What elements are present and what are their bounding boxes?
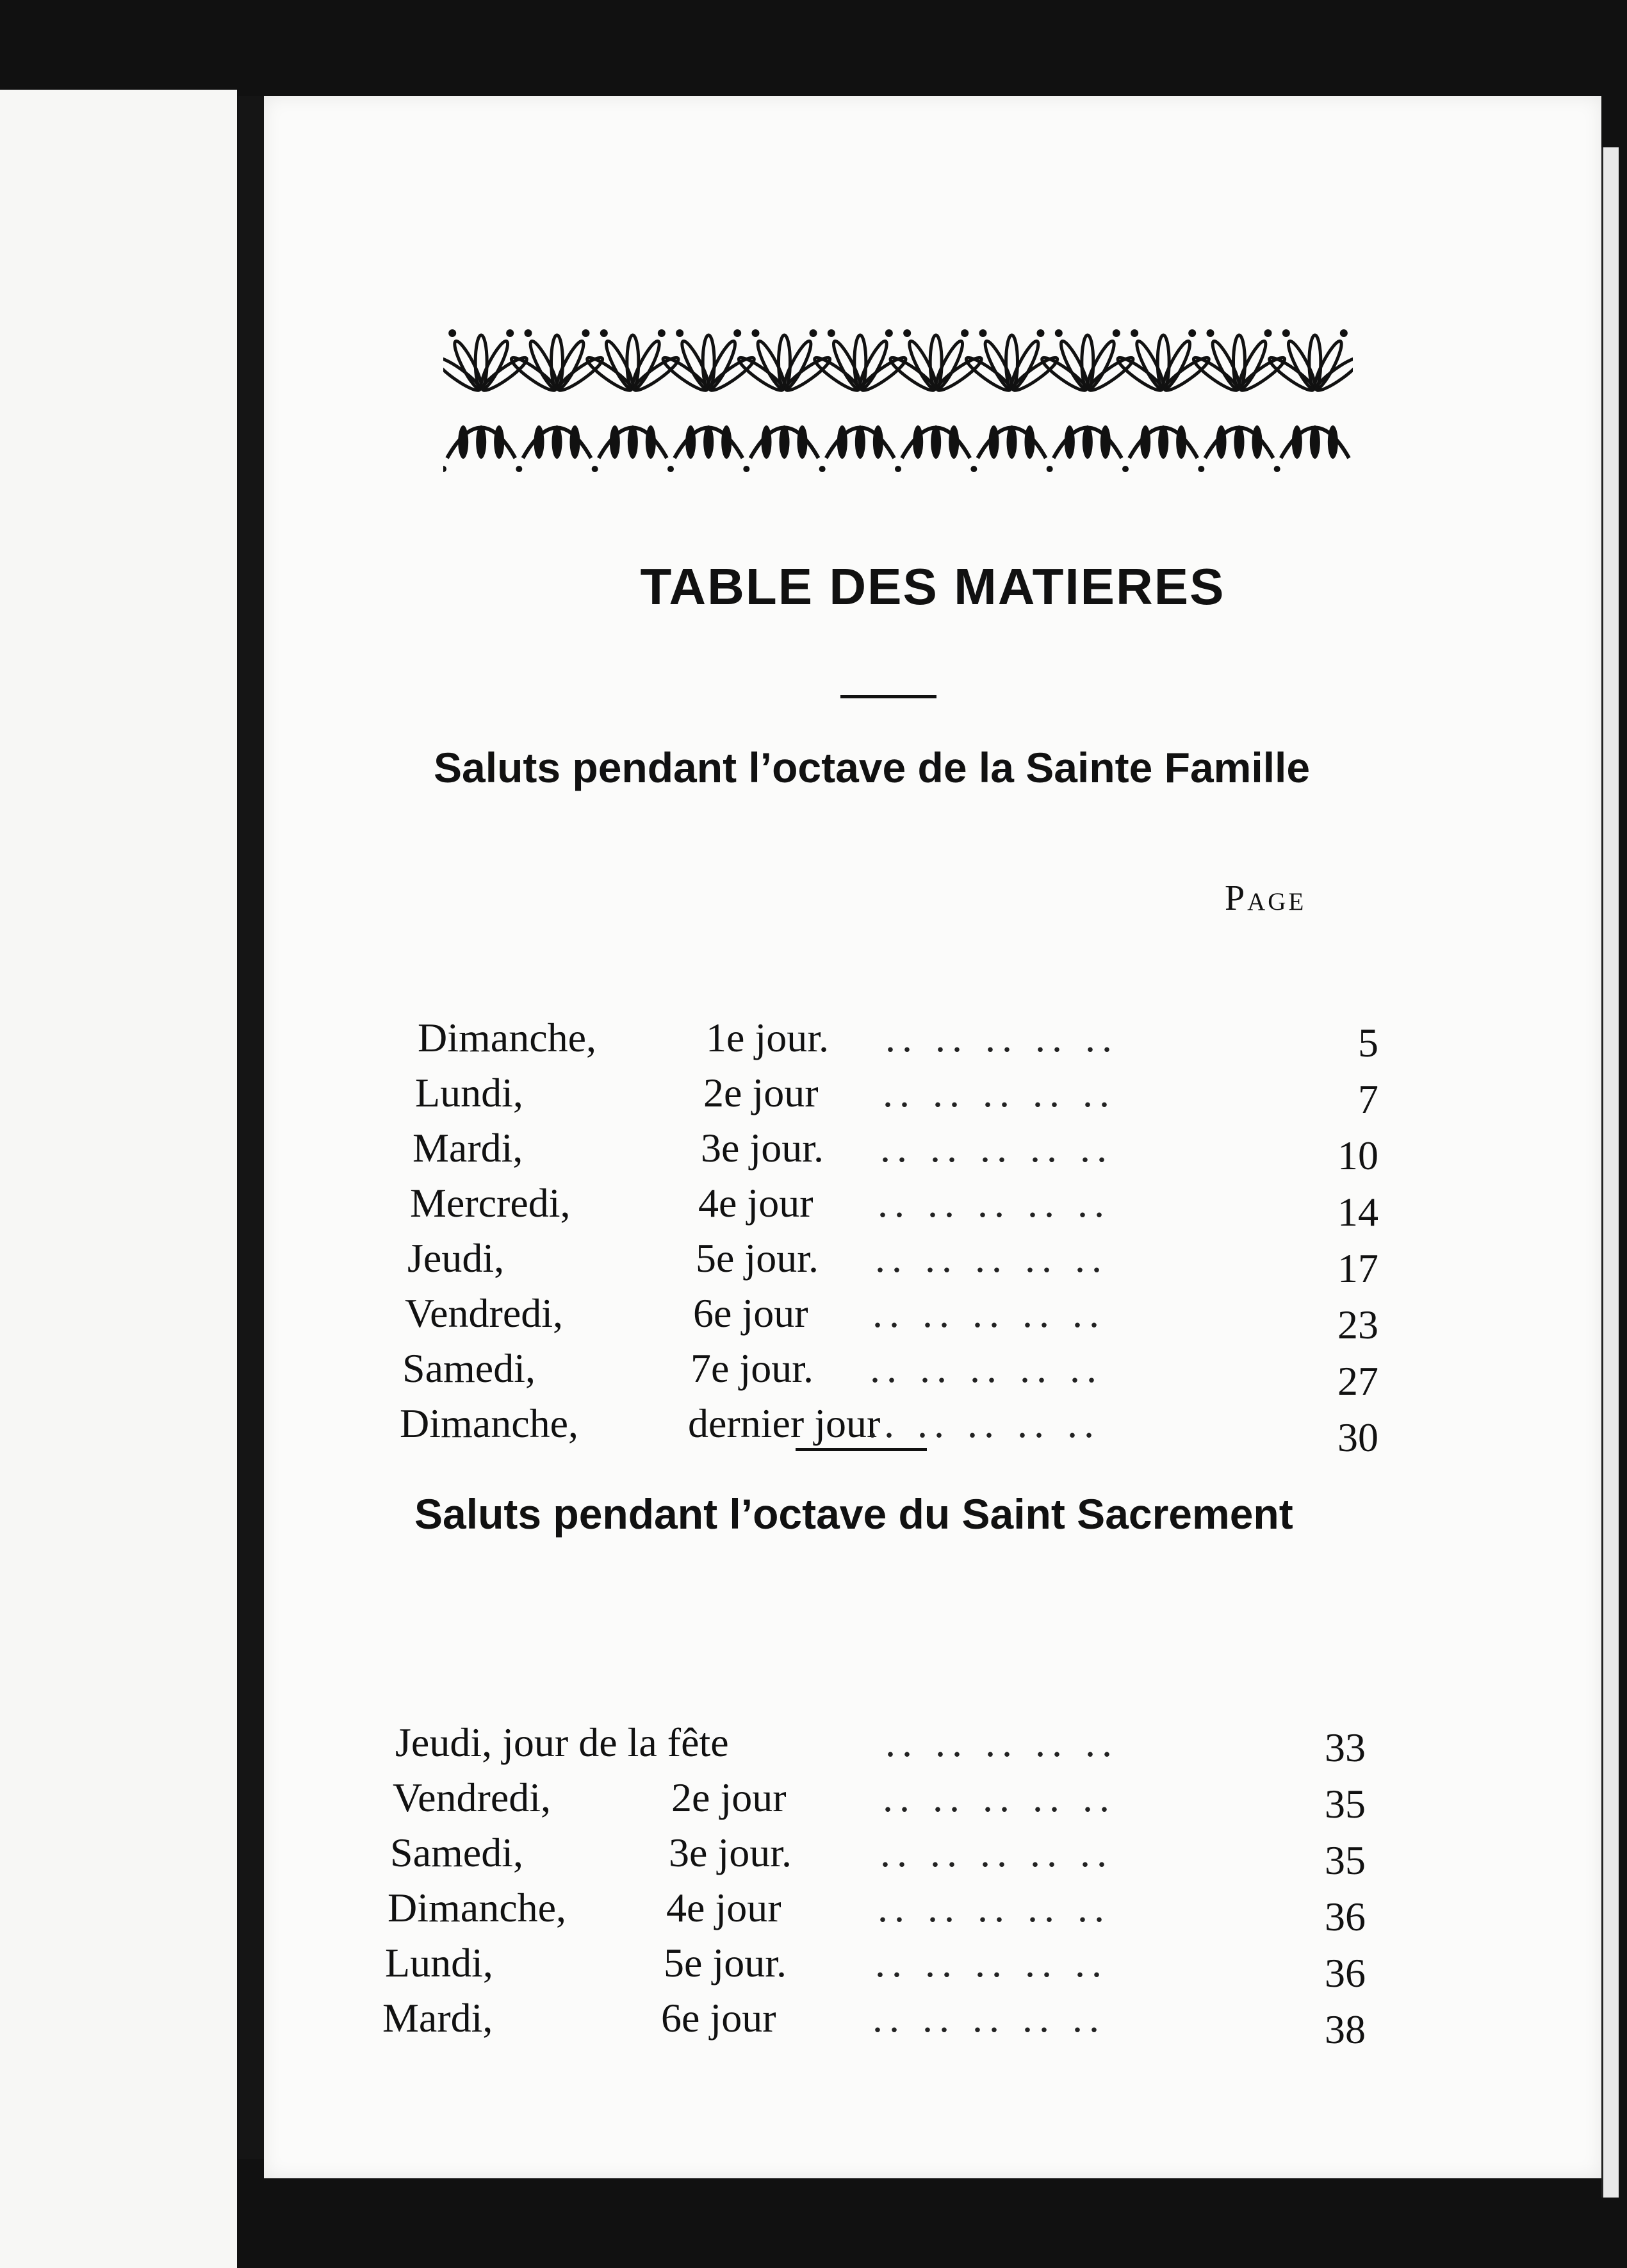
toc-entry-page-number: 35 — [1325, 1837, 1366, 1883]
toc-entry-day-number: 2e jour — [703, 1070, 819, 1115]
leader-dots: .. .. .. .. .. — [883, 1775, 1116, 1820]
toc-entry-day-number: 3e jour. — [701, 1125, 824, 1171]
ornamental-border — [443, 327, 1353, 474]
toc-entry-day: Samedi, — [390, 1830, 523, 1875]
page-edge — [1601, 147, 1619, 2198]
toc-entry-day-number: 5e jour. — [696, 1235, 819, 1281]
page-title: TABLE DES MATIERES — [640, 558, 1225, 615]
toc-entry-day: Lundi, — [415, 1070, 523, 1115]
leader-dots: .. .. .. .. .. — [878, 1180, 1111, 1226]
toc-entry — [413, 1122, 1501, 1178]
toc-entry-page-number: 27 — [1337, 1358, 1378, 1404]
page-column-label: Page — [1225, 878, 1307, 918]
leader-dots: .. .. .. .. .. — [867, 1401, 1100, 1446]
leader-dots: .. .. .. .. .. — [885, 1720, 1118, 1765]
toc-entry-day: Mercredi, — [410, 1180, 571, 1226]
toc-entry-day-number: 6e jour — [661, 1995, 776, 2041]
leader-dots: .. .. .. .. .. — [883, 1070, 1116, 1115]
toc-entry-page-number: 5 — [1358, 1020, 1378, 1065]
toc-entry — [388, 1882, 1476, 1939]
toc-entry-page-number: 14 — [1337, 1189, 1378, 1235]
toc-entry-day: Jeudi, jour de la fête — [395, 1720, 729, 1765]
leader-dots: .. .. .. .. .. — [880, 1830, 1113, 1875]
toc-entry-day: Lundi, — [385, 1940, 493, 1985]
toc-entry-day-number: 3e jour. — [669, 1830, 792, 1875]
toc-entry — [395, 1717, 1484, 1768]
divider-rule — [796, 1448, 927, 1451]
toc-entry-page-number: 36 — [1325, 1894, 1366, 1939]
toc-entry — [382, 1993, 1471, 2052]
toc-entry-day: Jeudi, — [407, 1235, 505, 1281]
toc-entry — [390, 1827, 1479, 1883]
toc-entry-day: Vendredi, — [393, 1775, 552, 1820]
section-heading-saint-sacrement: Saluts pendant l’octave du Saint Sacrement — [414, 1490, 1293, 1538]
toc-entry-day-number: 2e jour — [671, 1775, 787, 1820]
toc-entry-day-number: 6e jour — [693, 1290, 808, 1336]
toc-entry — [410, 1178, 1499, 1235]
toc-entry — [400, 1398, 1489, 1460]
toc-entry-page-number: 35 — [1325, 1781, 1366, 1827]
toc-entry-day: Dimanche, — [400, 1401, 578, 1446]
toc-entry-page-number: 36 — [1325, 1950, 1366, 1996]
toc-entry-day: Mardi, — [413, 1125, 523, 1171]
leader-dots: .. .. .. .. .. — [872, 1995, 1106, 2041]
toc-entry-day: Samedi, — [402, 1345, 536, 1391]
divider-rule — [840, 695, 936, 698]
toc-entry-day: Vendredi, — [405, 1290, 564, 1336]
toc-entry-day-number: 5e jour. — [664, 1940, 787, 1985]
toc-entry-day: Dimanche, — [388, 1885, 566, 1930]
leader-dots: .. .. .. .. .. — [875, 1235, 1108, 1281]
toc-entry — [385, 1937, 1474, 1996]
page — [264, 96, 1601, 2178]
toc-entry-page-number: 38 — [1325, 2007, 1366, 2052]
leader-dots: .. .. .. .. .. — [875, 1940, 1108, 1985]
toc-entry-page-number: 17 — [1337, 1245, 1378, 1291]
toc-entry-day-number: 4e jour — [666, 1885, 781, 1930]
toc-entry-day-number: 7e jour. — [691, 1345, 814, 1391]
leader-dots: .. .. .. .. .. — [872, 1290, 1106, 1336]
leader-dots: .. .. .. .. .. — [885, 1015, 1118, 1060]
toc-entry-page-number: 33 — [1325, 1725, 1366, 1770]
toc-entry-page-number: 30 — [1337, 1415, 1378, 1460]
toc-entry-day: Dimanche, — [418, 1015, 596, 1060]
toc-entry — [415, 1067, 1504, 1122]
left-page — [0, 90, 237, 2268]
toc-entry-day-number: 1e jour. — [706, 1015, 829, 1060]
toc-entry — [405, 1288, 1494, 1347]
leader-dots: .. .. .. .. .. — [878, 1885, 1111, 1930]
section-heading-sainte-famille: Saluts pendant l’octave de la Sainte Famille — [434, 744, 1311, 791]
toc-entry-page-number: 7 — [1358, 1076, 1378, 1122]
leader-dots: .. .. .. .. .. — [880, 1125, 1113, 1171]
toc-entry — [418, 1012, 1507, 1064]
book-spine — [238, 96, 264, 2159]
toc-entry-day-number: 4e jour — [698, 1180, 814, 1226]
toc-entry-day: Mardi, — [382, 1995, 493, 2041]
toc-entry-page-number: 23 — [1337, 1302, 1378, 1347]
toc-entry — [407, 1233, 1496, 1291]
toc-entry — [393, 1772, 1482, 1827]
toc-entry-page-number: 10 — [1337, 1133, 1378, 1178]
leader-dots: .. .. .. .. .. — [870, 1345, 1103, 1391]
toc-entry — [402, 1343, 1491, 1404]
toc-entry-day-number: dernier jour — [688, 1401, 881, 1446]
